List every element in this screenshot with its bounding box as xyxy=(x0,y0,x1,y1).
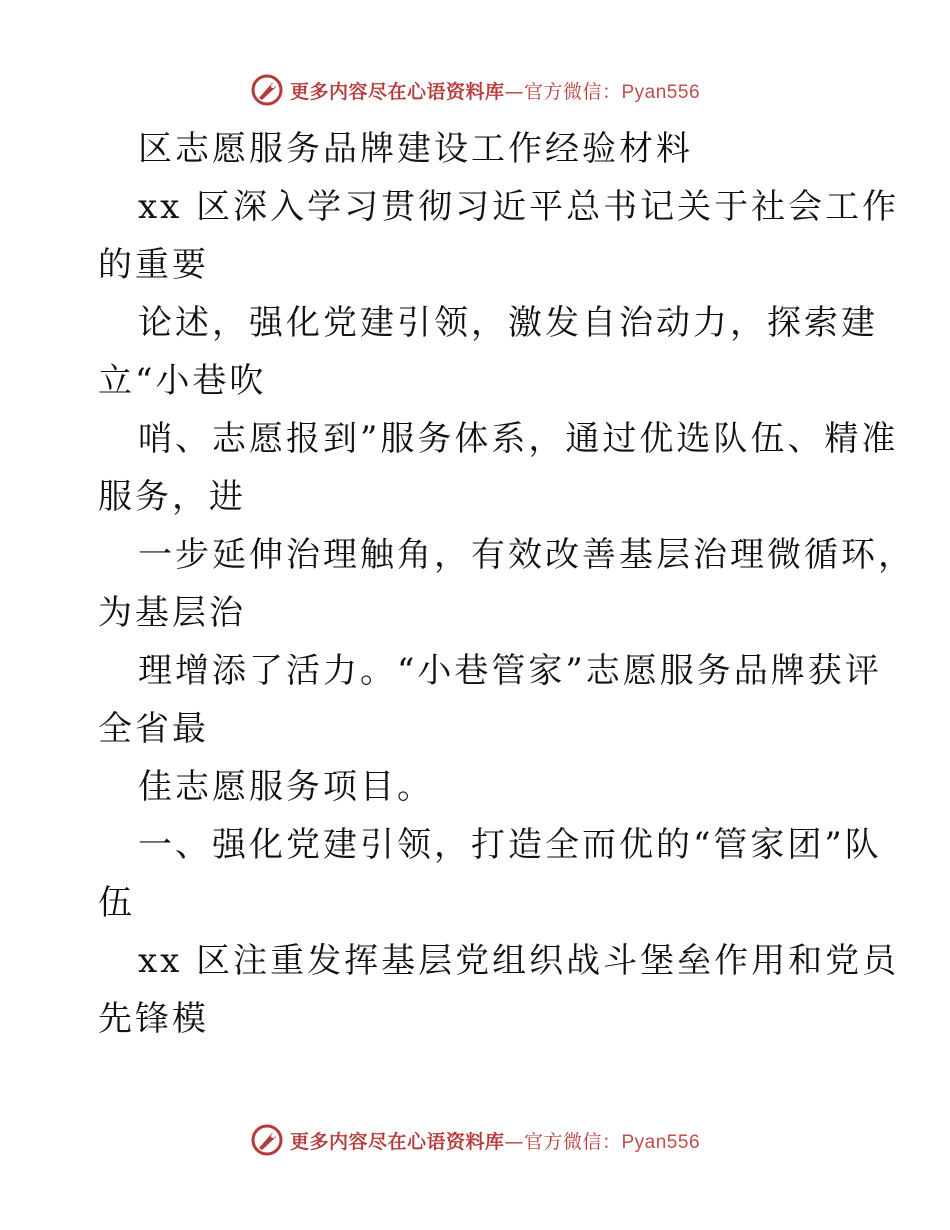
watermark-separator: — xyxy=(504,1130,524,1153)
footer-watermark xyxy=(0,1120,950,1160)
watermark-site-text: 更多内容尽在心语资料库 xyxy=(289,80,505,103)
section-heading: 一、强化党建引领，打造全而优的“管家团”队 xyxy=(138,825,882,865)
header-watermark xyxy=(0,70,950,110)
watermark-contact-label: 官方微信： xyxy=(523,80,622,103)
paragraph-line: xx 区深入学习贯彻习近平总书记关于社会工作 xyxy=(138,187,900,227)
document-title: 区志愿服务品牌建设工作经验材料 xyxy=(138,129,693,169)
paragraph-line: 理增添了活力。“小巷管家”志愿服务品牌获评 xyxy=(138,651,882,691)
paragraph-line: xx 区注重发挥基层党组织战斗堡垒作用和党员 xyxy=(138,941,900,981)
paragraph-line: 全省最 xyxy=(98,709,209,749)
watermark-contact-id: Pyan556 xyxy=(621,1131,701,1153)
paragraph-line: 论述，强化党建引领，激发自治动力，探索建 xyxy=(138,303,878,343)
paragraph-line: 为基层治 xyxy=(98,593,246,633)
document-body xyxy=(98,120,915,1048)
pen-nib-logo-icon xyxy=(250,73,284,107)
watermark-text xyxy=(290,77,700,104)
watermark-separator: — xyxy=(504,80,524,103)
watermark-contact-id: Pyan556 xyxy=(621,81,701,103)
watermark-text xyxy=(290,1127,700,1154)
paragraph-line: 先锋模 xyxy=(98,999,209,1039)
watermark-contact-label: 官方微信： xyxy=(523,1130,622,1153)
paragraph-line: 服务，进 xyxy=(98,477,246,517)
pen-nib-logo-icon xyxy=(250,1123,284,1157)
paragraph-line: 的重要 xyxy=(98,245,209,285)
paragraph-line: 一步延伸治理触角，有效改善基层治理微循环， xyxy=(138,535,915,575)
paragraph-line: 佳志愿服务项目。 xyxy=(138,767,434,807)
watermark-site-text: 更多内容尽在心语资料库 xyxy=(289,1130,505,1153)
paragraph-line: 立“小巷吹 xyxy=(98,361,267,401)
paragraph-line: 哨、志愿报到”服务体系，通过优选队伍、精准 xyxy=(138,419,899,459)
section-heading-continuation: 伍 xyxy=(98,883,135,923)
